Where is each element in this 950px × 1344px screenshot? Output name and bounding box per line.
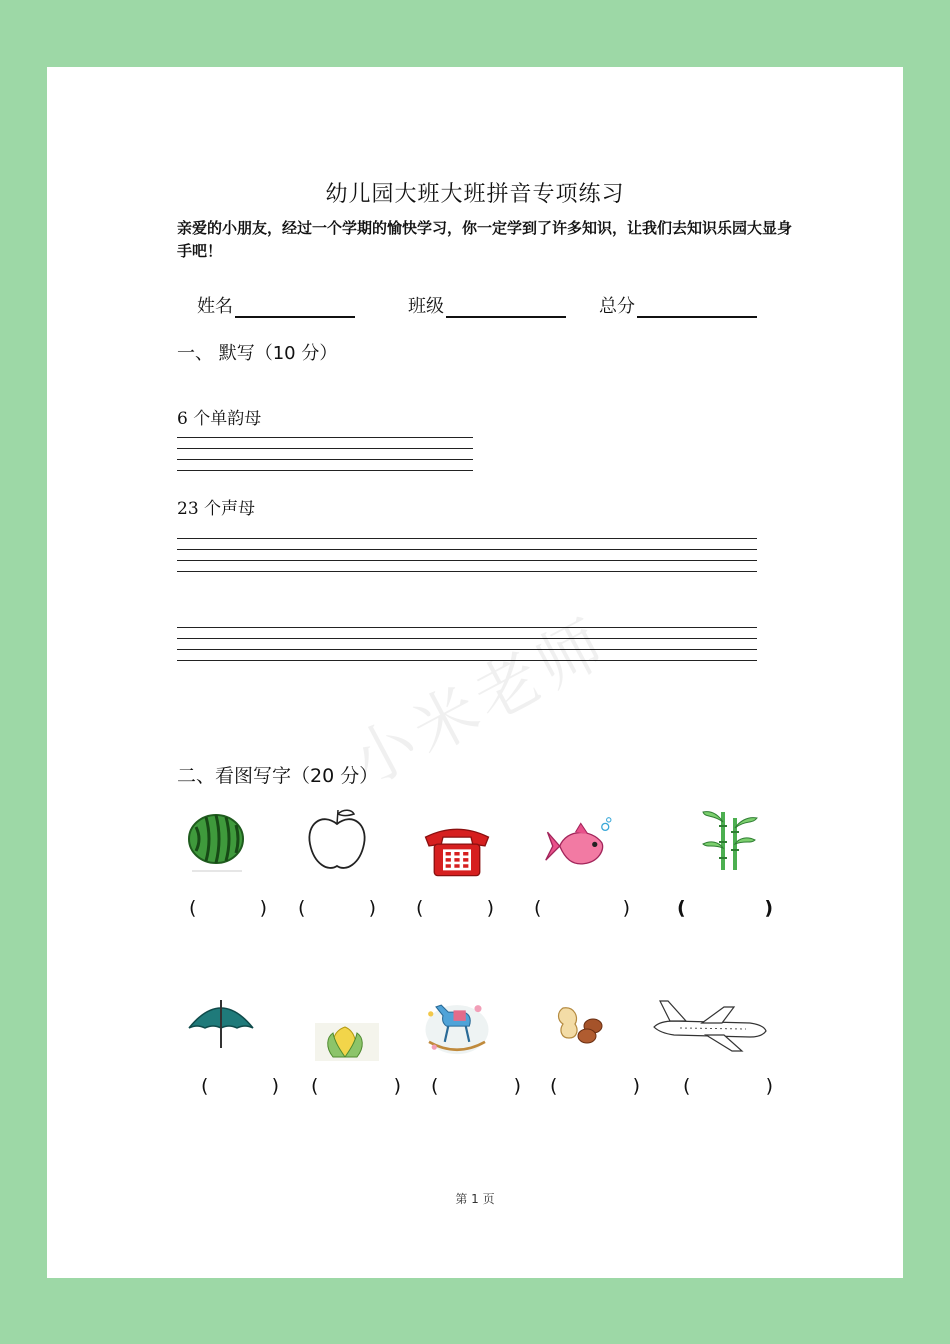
bamboo-picture xyxy=(695,804,765,874)
umbrella-picture xyxy=(185,992,255,1062)
answer-blank[interactable]: ( ) xyxy=(416,897,494,919)
goldfish-picture xyxy=(544,812,614,882)
writing-line[interactable] xyxy=(177,560,757,561)
answer-blank[interactable]: ( ) xyxy=(189,897,267,919)
intro-text: 亲爱的小朋友，经过一个学期的愉快学习，你一定学到了许多知识，让我们去知识乐园大显身手吧！ xyxy=(177,219,793,260)
score-label: 总分 xyxy=(599,296,635,317)
writing-line[interactable] xyxy=(177,638,757,639)
class-label: 班级 xyxy=(408,296,444,317)
apple-picture xyxy=(302,804,372,874)
airplane-picture xyxy=(650,993,770,1057)
section2-heading: 二、看图写字（20 分） xyxy=(177,765,379,787)
telephone-picture xyxy=(422,817,492,887)
writing-line[interactable] xyxy=(177,470,473,471)
answer-blank[interactable]: ( ) xyxy=(298,897,376,919)
writing-line[interactable] xyxy=(177,538,757,539)
score-blank[interactable] xyxy=(637,296,757,318)
answer-blank[interactable]: ( ) xyxy=(431,1075,521,1097)
section1-part1-label: 6 个单韵母 xyxy=(177,409,262,429)
writing-line[interactable] xyxy=(177,448,473,449)
corn-picture xyxy=(313,1007,383,1077)
watermelon-picture xyxy=(182,807,252,877)
class-field xyxy=(408,292,566,318)
worksheet-page xyxy=(47,67,903,1278)
peanut-picture xyxy=(547,992,617,1062)
writing-line[interactable] xyxy=(177,549,757,550)
section1-part2-label: 23 个声母 xyxy=(177,499,256,519)
answer-blank[interactable]: ( ) xyxy=(201,1075,279,1097)
section1-heading: 一、 默写（10 分） xyxy=(177,343,338,364)
writing-line[interactable] xyxy=(177,571,757,572)
name-field xyxy=(197,292,355,318)
name-label: 姓名 xyxy=(197,296,233,317)
class-blank[interactable] xyxy=(446,296,566,318)
answer-blank[interactable]: ( ) xyxy=(311,1075,401,1097)
watermark: 小米老师 xyxy=(338,604,621,802)
score-field xyxy=(599,292,757,318)
answer-blank[interactable]: ( ) xyxy=(534,897,630,919)
answer-blank[interactable]: ( ) xyxy=(550,1075,640,1097)
writing-line[interactable] xyxy=(177,627,757,628)
writing-line[interactable] xyxy=(177,437,473,438)
answer-blank[interactable]: ( ) xyxy=(677,897,773,919)
page-title: 幼儿园大班大班拼音专项练习 xyxy=(325,182,625,207)
writing-line[interactable] xyxy=(177,459,473,460)
answer-blank[interactable]: ( ) xyxy=(683,1075,773,1097)
page-footer: 第 1 页 xyxy=(455,1192,495,1206)
rocking-horse-picture xyxy=(422,992,492,1062)
name-blank[interactable] xyxy=(235,296,355,318)
